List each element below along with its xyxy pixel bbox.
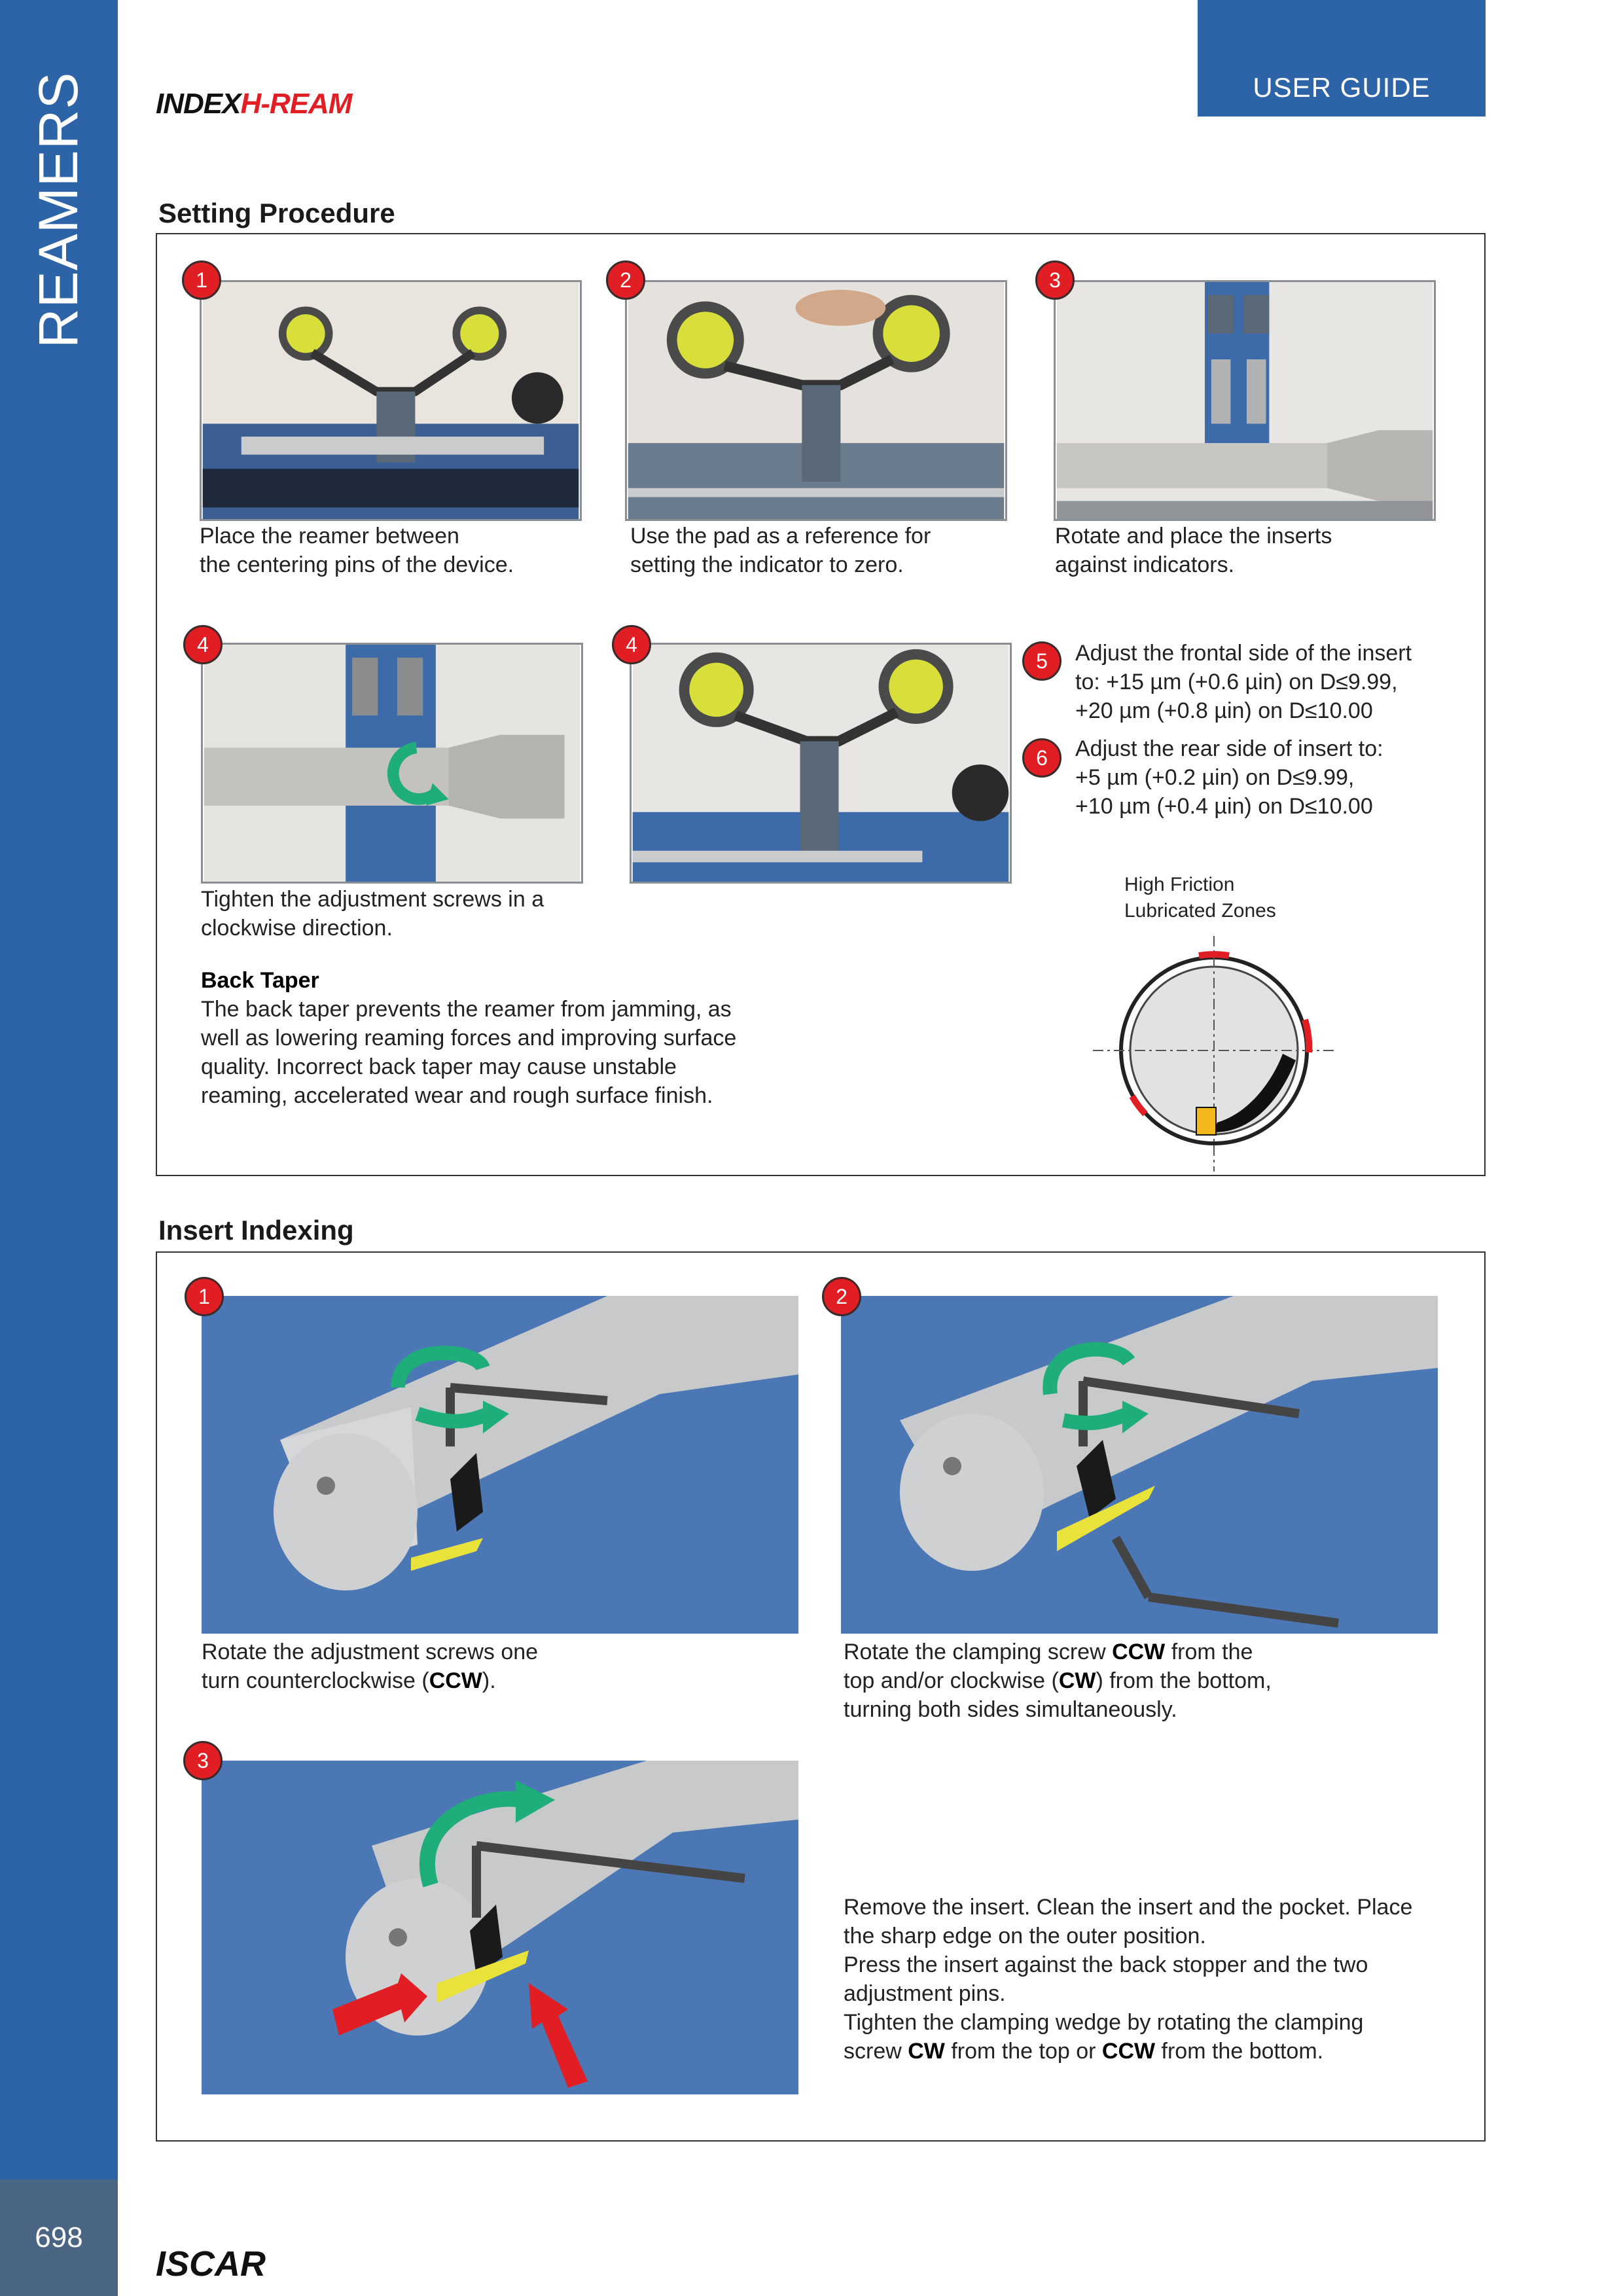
friction-label: [1124, 872, 1276, 924]
step-badge-4b: 4: [612, 625, 651, 664]
caption-bold: CW: [1058, 1668, 1096, 1693]
index-step-3-caption: [844, 1893, 1412, 2066]
hex-key-icon: [841, 1296, 1438, 1634]
insert-indexing-title: Insert Indexing: [158, 1215, 354, 1246]
index-step-1-caption: [202, 1638, 538, 1695]
indexing-render-3: [202, 1761, 798, 2094]
caption-line: [844, 2037, 1412, 2066]
paragraph-line: The back taper prevents the reamer from jamming, as: [201, 997, 732, 1022]
step-badge-3: 3: [1035, 260, 1075, 300]
page-number: 698: [0, 2179, 118, 2296]
caption-line: [844, 1638, 1272, 1666]
back-taper-heading: Back Taper: [201, 968, 319, 993]
paragraph-line: reaming, accelerated wear and rough surface finish.: [201, 1083, 713, 1108]
caption-line: clockwise direction.: [201, 916, 393, 941]
caption-text: turn counterclockwise (: [202, 1668, 429, 1693]
caption-line: Use the pad as a reference for: [630, 524, 931, 548]
caption-line: [202, 1666, 538, 1695]
iscar-logo: ISCAR: [156, 2244, 266, 2284]
caption-line: Tighten the adjustment screws in a: [201, 887, 544, 912]
index-badge-1: 1: [185, 1277, 224, 1316]
back-taper-block: [201, 966, 736, 1110]
setting-photo-4a: [201, 643, 583, 884]
adjust-rear-text: [1075, 734, 1383, 821]
step-badge-1: 1: [182, 260, 221, 300]
caption-line: Adjust the rear side of insert to:: [1075, 736, 1383, 761]
caption-bold: CCW: [429, 1668, 482, 1693]
step-badge-2: 2: [606, 260, 645, 300]
step-badge-6: 6: [1022, 738, 1061, 778]
index-step-2-caption: [844, 1638, 1272, 1724]
caption-text: from the bottom.: [1155, 2039, 1324, 2064]
caption-line: the centering pins of the device.: [200, 552, 514, 577]
caption-line: against indicators.: [1055, 552, 1235, 577]
rotate-arrow-icon: [203, 645, 581, 882]
paragraph-line: quality. Incorrect back taper may cause unstable: [201, 1054, 677, 1079]
caption-line: +5 µm (+0.2 µin) on D≤9.99,: [1075, 765, 1355, 790]
caption-line: Rotate and place the inserts: [1055, 524, 1332, 548]
caption-text: ).: [482, 1668, 496, 1693]
step-3-caption: [1055, 522, 1332, 579]
index-badge-2: 2: [822, 1277, 861, 1316]
caption-line: turning both sides simultaneously.: [844, 1697, 1177, 1722]
logo-part-index: INDEX: [156, 88, 241, 120]
caption-line: Place the reamer between: [200, 524, 459, 548]
setting-photo-2: [625, 280, 1007, 521]
setting-photo-1: [200, 280, 582, 521]
step-badge-5: 5: [1022, 641, 1061, 681]
dial-indicator-icon: [632, 645, 1010, 882]
caption-line: Tighten the clamping wedge by rotating the clamping: [844, 2010, 1364, 2035]
dial-indicator-icon: [202, 282, 580, 519]
user-guide-label: USER GUIDE: [1253, 72, 1431, 103]
label-line: Lubricated Zones: [1124, 900, 1276, 922]
caption-line: Adjust the frontal side of the insert: [1075, 641, 1412, 666]
step-1-caption: [200, 522, 514, 579]
caption-line: +20 µm (+0.8 µin) on D≤10.00: [1075, 698, 1373, 723]
dial-indicator-icon: [627, 282, 1005, 519]
caption-text: ) from the bottom,: [1096, 1668, 1272, 1693]
caption-line: [844, 1666, 1272, 1695]
step-4-caption: [201, 885, 544, 942]
caption-text: from the: [1165, 1640, 1253, 1664]
indexing-render-2: [841, 1296, 1438, 1634]
paragraph-line: well as lowering reaming forces and improving surface: [201, 1026, 737, 1050]
caption-line: Rotate the adjustment screws one: [202, 1640, 539, 1664]
adjust-frontal-text: [1075, 639, 1412, 725]
caption-bold: CCW: [1101, 2039, 1156, 2064]
step-badge-4: 4: [183, 625, 223, 664]
caption-text: top and/or clockwise (: [844, 1668, 1059, 1693]
caption-text: Rotate the clamping screw: [844, 1640, 1113, 1664]
setting-photo-4b: [630, 643, 1012, 884]
friction-zone-diagram: [1086, 936, 1342, 1172]
indexing-render-1: [202, 1296, 798, 1634]
caption-line: +10 µm (+0.4 µin) on D≤10.00: [1075, 794, 1373, 819]
setting-procedure-title: Setting Procedure: [158, 198, 395, 228]
caption-line: setting the indicator to zero.: [630, 552, 904, 577]
step-2-caption: [630, 522, 931, 579]
index-badge-3: 3: [183, 1741, 223, 1780]
caption-bold: CCW: [1112, 1640, 1166, 1664]
logo-part-hream: H-REAM: [240, 88, 352, 120]
caption-text: screw: [844, 2039, 908, 2064]
hex-key-icon: [202, 1296, 798, 1634]
caption-bold: CW: [908, 2039, 945, 2064]
caption-line: adjustment pins.: [844, 1981, 1006, 2006]
reamer-icon: [1056, 282, 1434, 519]
caption-line: Press the insert against the back stopper and the two: [844, 1952, 1368, 1977]
push-arrow-icon: [202, 1761, 798, 2094]
setting-photo-3: [1054, 280, 1436, 521]
caption-text: from the top or: [944, 2039, 1102, 2064]
caption-line: to: +15 µm (+0.6 µin) on D≤9.99,: [1075, 670, 1398, 694]
section-tab-title: REAMERS: [27, 71, 89, 348]
user-guide-tab: [1198, 0, 1486, 117]
product-logo: [156, 88, 351, 120]
caption-line: the sharp edge on the outer position.: [844, 1924, 1206, 1948]
caption-line: Remove the insert. Clean the insert and the pocket. Place: [844, 1895, 1413, 1920]
label-line: High Friction: [1124, 874, 1235, 895]
